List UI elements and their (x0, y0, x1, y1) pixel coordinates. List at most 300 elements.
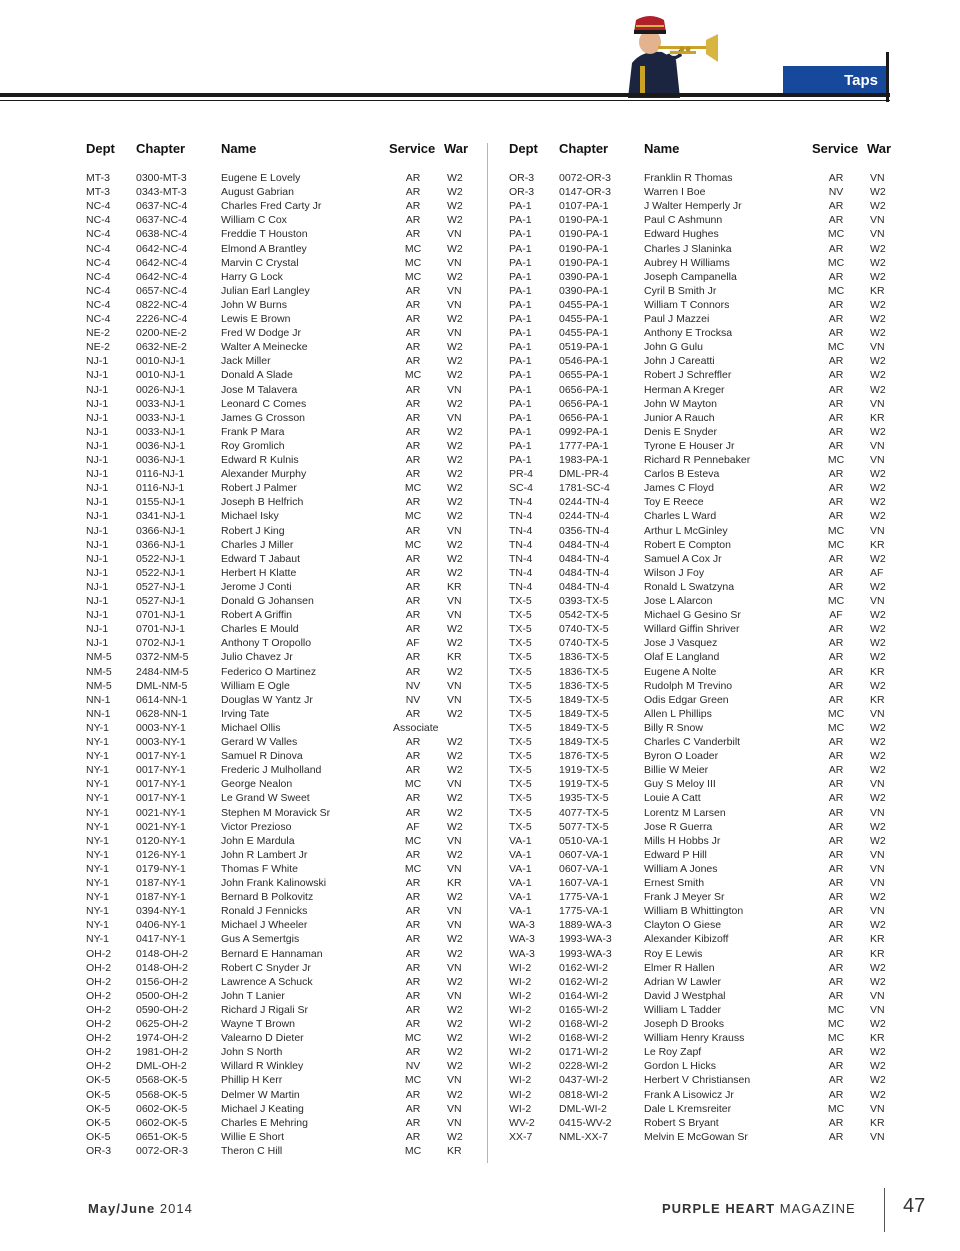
war-cell: W2 (870, 919, 886, 932)
name-cell: Edward T Jabaut (221, 552, 300, 565)
dept-cell: TX-5 (509, 665, 532, 678)
name-cell: David J Westphal (644, 989, 726, 1002)
dept-cell: NY-1 (86, 778, 109, 791)
roster-row (86, 1004, 486, 1018)
service-cell: AR (828, 482, 844, 495)
name-cell: Olaf E Langland (644, 651, 720, 664)
dept-cell: NJ-1 (86, 411, 109, 424)
name-cell: Donald G Johansen (221, 595, 314, 607)
dept-cell: WI-2 (509, 1018, 532, 1030)
name-cell: Marvin C Crystal (221, 256, 299, 269)
service-cell: MC (827, 341, 845, 354)
service-cell: MC (404, 510, 422, 523)
dept-cell: OK-5 (86, 1116, 111, 1129)
war-cell: VN (870, 341, 885, 354)
roster-row (86, 313, 486, 327)
dept-cell: TX-5 (509, 651, 532, 664)
chapter-cell: 0126-NY-1 (136, 848, 186, 861)
dept-cell: NJ-1 (86, 637, 109, 650)
service-cell: AR (405, 172, 421, 184)
roster-row (509, 440, 909, 454)
roster-row (509, 750, 909, 764)
chapter-cell: 2226-NC-4 (136, 313, 188, 325)
service-cell: AR (828, 792, 844, 805)
name-cell: Robert A Griffin (221, 609, 293, 622)
name-cell: William L Tadder (644, 1003, 722, 1016)
dept-cell: WI-2 (509, 975, 532, 988)
name-cell: Carlos B Esteva (644, 468, 720, 481)
name-cell: Charles Fred Carty Jr (221, 200, 322, 213)
name-cell: William Henry Krauss (644, 1032, 745, 1045)
service-cell: AR (405, 792, 421, 805)
roster-row (86, 1046, 486, 1060)
war-cell: KR (447, 877, 462, 889)
dept-cell: TX-5 (509, 820, 532, 833)
chapter-cell: 0637-NC-4 (136, 200, 188, 213)
war-cell: W2 (447, 806, 463, 819)
roster-row (509, 1117, 909, 1131)
dept-cell: TN-4 (509, 538, 533, 551)
service-cell: AF (406, 820, 420, 833)
chapter-cell: 0341-NJ-1 (136, 510, 186, 523)
roster-row (509, 285, 909, 299)
dept-cell: PA-1 (509, 341, 532, 354)
chapter-cell: 0701-NJ-1 (136, 623, 186, 636)
chapter-cell: 0455-PA-1 (559, 313, 609, 325)
chapter-cell: 0033-NJ-1 (136, 397, 186, 410)
war-cell: W2 (870, 721, 886, 734)
service-cell: AR (405, 411, 421, 424)
dept-cell: NY-1 (86, 820, 109, 833)
chapter-cell: 0484-TN-4 (559, 552, 610, 565)
dept-cell: PA-1 (509, 355, 532, 368)
roster-row (509, 863, 909, 877)
name-cell: Bernard B Polkovitz (221, 891, 314, 904)
war-cell: W2 (447, 214, 463, 227)
war-cell: KR (870, 411, 885, 424)
section-title: Taps (844, 71, 878, 89)
war-cell: W2 (870, 750, 886, 763)
roster-row (509, 694, 909, 708)
dept-cell: NC-4 (86, 200, 111, 213)
dept-cell: TX-5 (509, 637, 532, 650)
roster-row (509, 581, 909, 595)
chapter-cell: 1777-PA-1 (559, 439, 609, 452)
service-cell: AR (405, 891, 421, 904)
roster-row (86, 722, 486, 736)
service-cell: AR (405, 1018, 421, 1030)
chapter-cell: 0162-WI-2 (559, 961, 609, 974)
dept-cell: NC-4 (86, 270, 111, 283)
roster-row (509, 539, 909, 553)
roster-row (86, 708, 486, 722)
name-cell: Wilson J Foy (644, 566, 705, 579)
war-cell: VN (447, 524, 462, 537)
roster-row (86, 807, 486, 821)
dept-cell: NJ-1 (86, 580, 109, 593)
name-cell: John J Careatti (644, 355, 715, 368)
roster-row (86, 454, 486, 468)
name-cell: Douglas W Yantz Jr (221, 693, 313, 706)
roster-row (509, 496, 909, 510)
col-header-dept: Dept (509, 141, 538, 156)
service-cell: AR (828, 439, 844, 452)
roster-row (86, 623, 486, 637)
name-cell: Ronald J Fennicks (221, 905, 308, 918)
dept-cell: NJ-1 (86, 609, 109, 622)
service-cell: MC (827, 721, 845, 734)
chapter-cell: 0155-NJ-1 (136, 496, 186, 509)
dept-cell: NJ-1 (86, 552, 109, 565)
dept-cell: NY-1 (86, 862, 109, 875)
roster-row (86, 962, 486, 976)
chapter-cell: 0168-WI-2 (559, 1032, 609, 1045)
service-cell: AR (828, 651, 844, 664)
war-cell: W2 (870, 1046, 886, 1059)
roster-row (86, 172, 486, 186)
dept-cell: WI-2 (509, 1074, 532, 1087)
service-cell: AR (828, 397, 844, 410)
service-cell: AR (405, 989, 421, 1002)
chapter-cell: 0021-NY-1 (136, 806, 186, 819)
service-cell: AR (828, 1088, 844, 1101)
roster-row (86, 1145, 486, 1159)
name-cell: Edward R Kulnis (221, 454, 299, 466)
war-cell: VN (870, 1130, 885, 1143)
roster-row (509, 905, 909, 919)
war-cell: W2 (870, 369, 886, 382)
service-cell: AR (828, 172, 844, 184)
service-cell: MC (827, 524, 845, 537)
section-tab (783, 66, 886, 94)
service-cell: AR (828, 933, 844, 946)
service-cell: AR (828, 214, 844, 227)
war-cell: W2 (870, 792, 886, 805)
roster-row (86, 525, 486, 539)
chapter-cell: 0244-TN-4 (559, 496, 610, 509)
name-cell: Jose J Vasquez (644, 637, 718, 650)
name-cell: John S North (221, 1046, 283, 1059)
name-cell: Willie E Short (221, 1130, 285, 1143)
roster-row (86, 933, 486, 947)
chapter-cell: 5077-TX-5 (559, 820, 609, 833)
war-cell: W2 (870, 242, 886, 255)
war-cell: W2 (870, 383, 886, 396)
service-cell: AR (405, 1102, 421, 1115)
service-cell: AR (405, 595, 421, 607)
service-cell: AR (828, 905, 844, 918)
war-cell: VN (870, 228, 885, 241)
roster-row (509, 426, 909, 440)
roster-row (86, 680, 486, 694)
dept-cell: OH-2 (86, 1046, 112, 1059)
war-cell: W2 (870, 496, 886, 509)
chapter-cell: 0656-PA-1 (559, 411, 609, 424)
service-cell: AR (828, 1130, 844, 1143)
dept-cell: NY-1 (86, 792, 109, 805)
chapter-cell: 1919-TX-5 (559, 778, 609, 791)
roster-row (86, 1074, 486, 1088)
name-cell: Clayton O Giese (644, 919, 722, 932)
chapter-cell: 0187-NY-1 (136, 891, 186, 904)
war-cell: W2 (447, 891, 463, 904)
roster-row (509, 680, 909, 694)
service-cell: NV (828, 186, 844, 199)
name-cell: Lewis E Brown (221, 313, 291, 325)
roster-row (509, 1074, 909, 1088)
name-cell: John W Mayton (644, 397, 717, 410)
dept-cell: NY-1 (86, 834, 109, 847)
roster-row (86, 750, 486, 764)
war-cell: W2 (447, 1003, 463, 1016)
chapter-cell: DML-PR-4 (559, 468, 609, 481)
chapter-cell: 0568-OK-5 (136, 1074, 188, 1087)
service-cell: AR (828, 637, 844, 650)
roster-row (509, 369, 909, 383)
name-cell: Jose R Guerra (644, 820, 713, 833)
war-cell: W2 (447, 552, 463, 565)
name-cell: Valearno D Dieter (221, 1032, 304, 1045)
war-cell: W2 (447, 270, 463, 283)
war-cell: W2 (447, 947, 463, 960)
service-cell: AR (828, 496, 844, 509)
dept-cell: TN-4 (509, 524, 533, 537)
chapter-cell: 0033-NJ-1 (136, 411, 186, 424)
name-cell: William E Ogle (221, 679, 290, 692)
service-cell: AR (405, 736, 421, 748)
service-cell: MC (827, 454, 845, 466)
chapter-cell: 1993-WA-3 (559, 933, 612, 946)
chapter-cell: 0642-NC-4 (136, 256, 188, 269)
service-cell: AR (405, 468, 421, 481)
roster-row (86, 243, 486, 257)
name-cell: Anthony E Trocksa (644, 327, 733, 340)
dept-cell: NY-1 (86, 905, 109, 918)
chapter-cell: 1836-TX-5 (559, 679, 609, 692)
service-cell: AR (828, 200, 844, 213)
roster-row (509, 228, 909, 242)
chapter-cell: 1981-OH-2 (136, 1046, 188, 1059)
war-cell: W2 (447, 425, 463, 438)
service-cell: MC (404, 270, 422, 283)
war-cell: VN (870, 905, 885, 918)
service-cell: AR (405, 566, 421, 579)
service-cell: MC (404, 242, 422, 255)
dept-cell: NJ-1 (86, 510, 109, 523)
dept-cell: MT-3 (86, 186, 110, 199)
roster-row (509, 807, 909, 821)
chapter-cell: 0637-NC-4 (136, 214, 188, 227)
service-cell: MC (404, 369, 422, 382)
service-cell: AR (828, 327, 844, 340)
name-cell: Guy S Meloy III (644, 778, 716, 791)
dept-cell: NY-1 (86, 736, 109, 748)
war-cell: W2 (870, 355, 886, 368)
dept-cell: WI-2 (509, 1046, 532, 1059)
dept-cell: NY-1 (86, 848, 109, 861)
name-cell: Roy Gromlich (221, 439, 285, 452)
service-cell: AR (828, 947, 844, 960)
name-cell: Herman A Kreger (644, 383, 725, 396)
chapter-cell: 0162-WI-2 (559, 975, 609, 988)
chapter-cell: 0356-TN-4 (559, 524, 610, 537)
name-cell: Leonard C Comes (221, 397, 307, 410)
dept-cell: NJ-1 (86, 397, 109, 410)
service-cell: AR (405, 186, 421, 199)
name-cell: Elmond A Brantley (221, 242, 307, 255)
war-cell: VN (447, 905, 462, 918)
roster-row (86, 1117, 486, 1131)
chapter-cell: 0542-TX-5 (559, 609, 609, 622)
dept-cell: VA-1 (509, 877, 532, 889)
service-cell: AR (828, 355, 844, 368)
chapter-cell: 0190-PA-1 (559, 242, 609, 255)
war-cell: VN (447, 862, 462, 875)
chapter-cell: 0657-NC-4 (136, 284, 188, 297)
name-cell: Lawrence A Schuck (221, 975, 313, 988)
chapter-cell: 0017-NY-1 (136, 764, 186, 777)
service-cell: AR (828, 820, 844, 833)
service-cell: NV (405, 1060, 421, 1073)
dept-cell: NM-5 (86, 651, 112, 664)
chapter-cell: 1849-TX-5 (559, 707, 609, 720)
service-cell: AR (828, 778, 844, 791)
service-cell: MC (827, 1003, 845, 1016)
war-cell: VN (447, 1074, 462, 1087)
chapter-cell: 0164-WI-2 (559, 989, 609, 1002)
name-cell: J Walter Hemperly Jr (644, 200, 742, 213)
name-cell: John R Lambert Jr (221, 848, 308, 861)
war-cell: VN (870, 848, 885, 861)
chapter-cell: 2484-NM-5 (136, 665, 189, 678)
name-cell: William C Cox (221, 214, 287, 227)
dept-cell: OR-3 (509, 172, 535, 184)
name-cell: Edward Hughes (644, 228, 719, 241)
chapter-cell: 0171-WI-2 (559, 1046, 609, 1059)
service-cell: AR (405, 355, 421, 368)
chapter-cell: 0656-PA-1 (559, 383, 609, 396)
dept-cell: OH-2 (86, 961, 112, 974)
service-cell: AF (406, 637, 420, 650)
war-cell: VN (447, 693, 462, 706)
col-header-service: Service (812, 141, 859, 156)
roster-row (86, 778, 486, 792)
name-cell: Billy R Snow (644, 721, 703, 734)
dept-cell: OR-3 (509, 186, 535, 199)
service-cell: AR (828, 665, 844, 678)
dept-cell: NC-4 (86, 256, 111, 269)
dept-cell: VA-1 (509, 905, 532, 918)
service-cell: AR (405, 975, 421, 988)
dept-cell: TN-4 (509, 580, 533, 593)
war-cell: VN (447, 989, 462, 1002)
roster-row (86, 637, 486, 651)
war-cell: KR (870, 1116, 885, 1129)
chapter-cell: NML-XX-7 (559, 1130, 609, 1143)
name-cell: Le Grand W Sweet (221, 792, 310, 805)
war-cell: W2 (870, 1060, 886, 1073)
war-cell: W2 (447, 933, 463, 946)
war-cell: W2 (447, 341, 463, 354)
service-cell: MC (404, 862, 422, 875)
service-cell: AR (828, 1116, 844, 1129)
roster-row (86, 849, 486, 863)
war-cell: W2 (447, 172, 463, 184)
dept-cell: NJ-1 (86, 468, 109, 481)
war-cell: VN (870, 439, 885, 452)
service-cell: AR (828, 736, 844, 748)
war-cell: W2 (447, 355, 463, 368)
dept-cell: PA-1 (509, 284, 532, 297)
roster-row (509, 384, 909, 398)
column-divider (487, 143, 488, 1163)
roster-row (509, 412, 909, 426)
chapter-cell: 0546-PA-1 (559, 355, 609, 368)
roster-row (86, 412, 486, 426)
chapter-cell: 0702-NJ-1 (136, 637, 186, 650)
war-cell: W2 (870, 679, 886, 692)
roster-row (509, 722, 909, 736)
dept-cell: NJ-1 (86, 383, 109, 396)
chapter-cell: 0417-NY-1 (136, 933, 186, 946)
dept-cell: OH-2 (86, 1060, 112, 1073)
war-cell: VN (870, 877, 885, 889)
chapter-cell: 1781-SC-4 (559, 482, 610, 495)
service-cell: MC (404, 778, 422, 791)
name-cell: Eugene A Nolte (644, 665, 717, 678)
service-cell: AR (405, 806, 421, 819)
dept-cell: OK-5 (86, 1074, 111, 1087)
chapter-cell: 0300-MT-3 (136, 172, 187, 184)
name-cell: Odis Edgar Green (644, 693, 729, 706)
header-rule-thin (0, 100, 890, 101)
roster-row (509, 567, 909, 581)
war-cell: W2 (870, 580, 886, 593)
war-cell: W2 (870, 186, 886, 199)
dept-cell: NY-1 (86, 721, 109, 734)
war-cell: VN (447, 778, 462, 791)
name-cell: Robert J Palmer (221, 482, 297, 495)
dept-cell: PA-1 (509, 270, 532, 283)
chapter-cell: 0628-NN-1 (136, 707, 188, 720)
war-cell: KR (870, 1032, 885, 1045)
service-cell: MC (827, 538, 845, 551)
war-cell: W2 (870, 736, 886, 748)
service-cell: AR (828, 242, 844, 255)
service-cell: AR (828, 693, 844, 706)
roster-row (86, 764, 486, 778)
roster-row (86, 877, 486, 891)
service-cell: AR (405, 750, 421, 763)
chapter-cell: 0190-PA-1 (559, 228, 609, 241)
chapter-cell: 1974-OH-2 (136, 1032, 188, 1045)
war-cell: W2 (447, 538, 463, 551)
roster-row (509, 200, 909, 214)
war-cell: W2 (870, 637, 886, 650)
service-cell: AR (405, 848, 421, 861)
service-cell: MC (404, 256, 422, 269)
name-cell: Jack Miller (221, 355, 271, 368)
chapter-cell: 0522-NJ-1 (136, 552, 186, 565)
dept-cell: NY-1 (86, 919, 109, 932)
name-cell: Michael J Keating (221, 1102, 304, 1115)
dept-cell: PR-4 (509, 468, 533, 481)
service-cell: MC (404, 1144, 422, 1157)
dept-cell: TX-5 (509, 707, 532, 720)
war-cell: W2 (870, 270, 886, 283)
chapter-cell: 0390-PA-1 (559, 270, 609, 283)
name-cell: Rudolph M Trevino (644, 679, 733, 692)
